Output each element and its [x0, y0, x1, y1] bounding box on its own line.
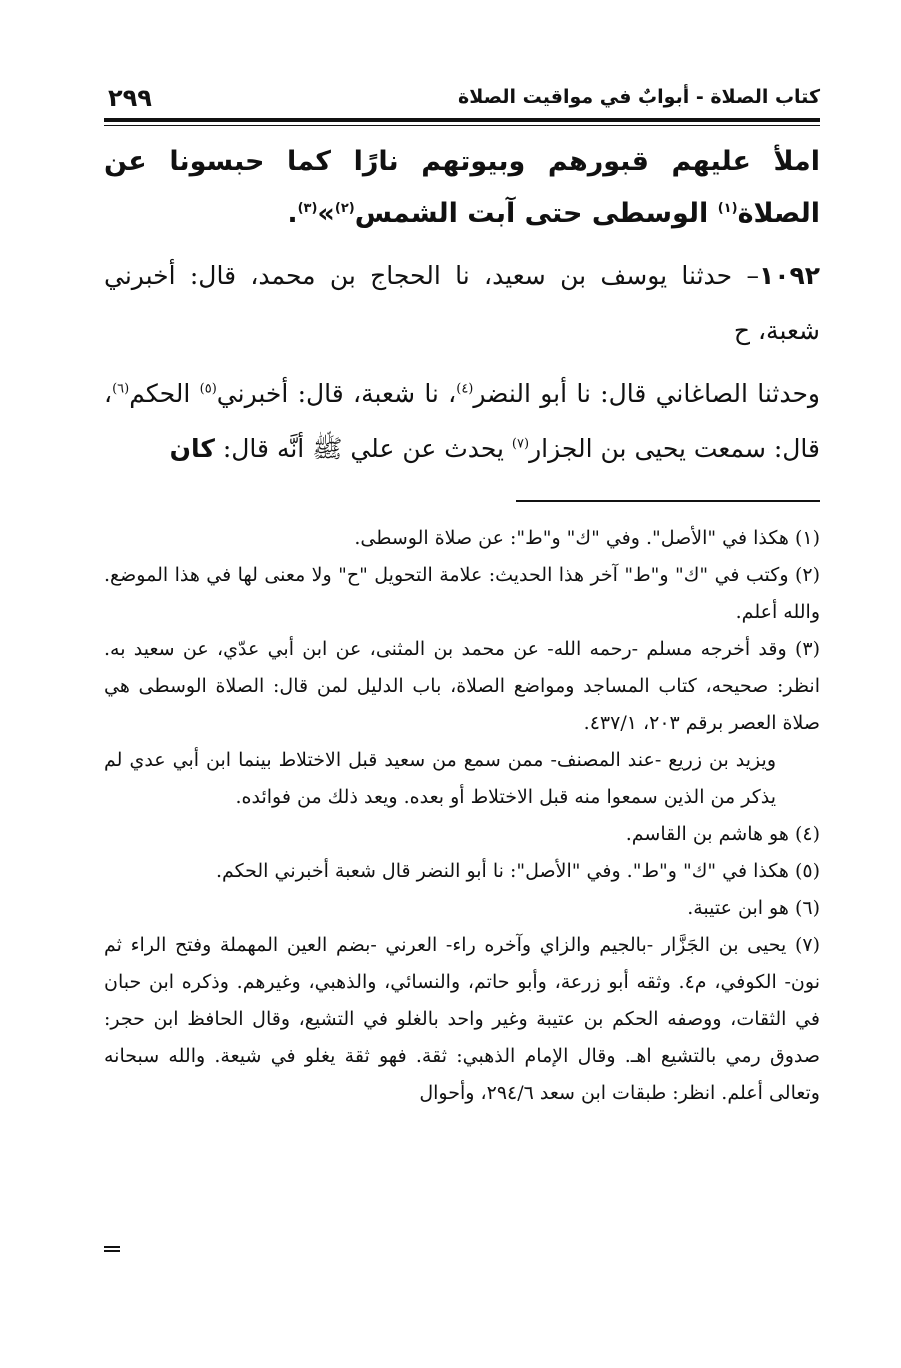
hadith-number: ١٠٩٢ — [758, 261, 820, 290]
header-title: كتاب الصلاة - أبوابٌ في مواقيت الصلاة — [458, 86, 820, 108]
footnote-ref-2[interactable]: (٢) — [334, 201, 355, 216]
continuation-mark — [104, 1246, 120, 1254]
footnote-ref-1[interactable]: (١) — [717, 201, 738, 216]
footnote-3-continuation: ويزيد بن زريع -عند المصنف- ممن سمع من سعيد قبل الاختلاط بينما ابن أبي عدي لم يذكر من الذين سمعوا منه قبل الاختلاط أو بعده. ويعد ذلك من فوائده. — [104, 749, 776, 808]
footnote-4: (٤) هو هاشم بن القاسم. — [625, 823, 820, 845]
footnote-ref-3[interactable]: (٣) — [297, 201, 318, 216]
paragraph-hadith-end: املأ عليهم قبورهم وبيوتهم نارًا كما حبسونا عن الصلاة$^{(١)}$ الوسطى حتى آبت الشمس$^{(٢)}$»$^{(٣)}$. — [104, 146, 820, 229]
footnote-1: (١) هكذا في "الأصل". وفي "ك" و"ط": عن صلاة الوسطى. — [354, 527, 820, 549]
footnote-ref-6[interactable]: (٦) — [112, 381, 130, 397]
footnote-2: (٢) وكتب في "ك" و"ط" آخر هذا الحديث: علامة التحويل "ح" ولا معنى لها في هذا الموضع. والله أعلم. — [104, 564, 820, 623]
footnote-3: (٣) وقد أخرجه مسلم -رحمه الله- عن محمد بن المثنى، عن ابن أبي عدّي، عن سعيد به. انظر: صحيحه، كتاب المساجد ومواضع الصلاة، باب الدليل لمن قال: الصلاة الوسطى هي صلاة العصر برقم ٢٠٣، ٤٣٧/١. — [104, 638, 820, 734]
header-rule-thick — [104, 118, 820, 122]
footnote-ref-4[interactable]: (٤) — [456, 381, 474, 397]
bold-word-kan: كان — [169, 434, 215, 463]
running-header — [104, 84, 820, 118]
main-text — [104, 136, 820, 476]
footnote-ref-7[interactable]: (٧) — [511, 436, 530, 452]
footnote-ref-5[interactable]: (٥) — [199, 381, 217, 397]
footnote-6: (٦) هو ابن عتيبة. — [687, 897, 820, 919]
footnote-separator — [516, 500, 820, 502]
footnotes — [104, 520, 820, 1112]
footnote-5: (٥) هكذا في "ك" و"ط". وفي "الأصل": نا أبو النضر قال شعبة أخبرني الحكم. — [215, 860, 820, 882]
paragraph-hadith-1092: ١٠٩٢– حدثنا يوسف بن سعيد، نا الحجاج بن محمد، قال: أخبرني شعبة، ح — [104, 261, 820, 345]
footnote-7: (٧) يحيى بن الجَزَّار -بالجيم والزاي وآخره راء- العرني -بضم العين المهملة وفتح الراء ثم نون- الكوفي، م٤. وثقه أبو زرعة، وأبو حاتم، والنسائي، والذهبي، وغيرهم. وذكره ابن حبان في الثقات، ووصفه الحكم بن عتيبة وغير واحد بالغلو في التشيع، وقال الحافظ ابن حجر: صدوق رمي بالتشيع اهـ. وقال الإمام الذهبي: ثقة. فهو ثقة يغلو في شيعة. والله سبحانه وتعالى أعلم. انظر: طبقات ابن سعد ٢٩٤/٦، وأحوال — [104, 934, 820, 1104]
paragraph-chain: وحدثنا الصاغاني قال: نا أبو النضر$^{(٤)}$، نا شعبة، قال: أخبرني$^{(٥)}$ الحكم$^{(٦)}$، قال: سمعت يحيى بن الجزار$^{(٧)}$ يحدث عن علي ﷺ أنَّه قال: كان — [104, 379, 820, 463]
page-number: ٢٩٩ — [108, 84, 152, 112]
header-rule-thin — [104, 125, 820, 126]
